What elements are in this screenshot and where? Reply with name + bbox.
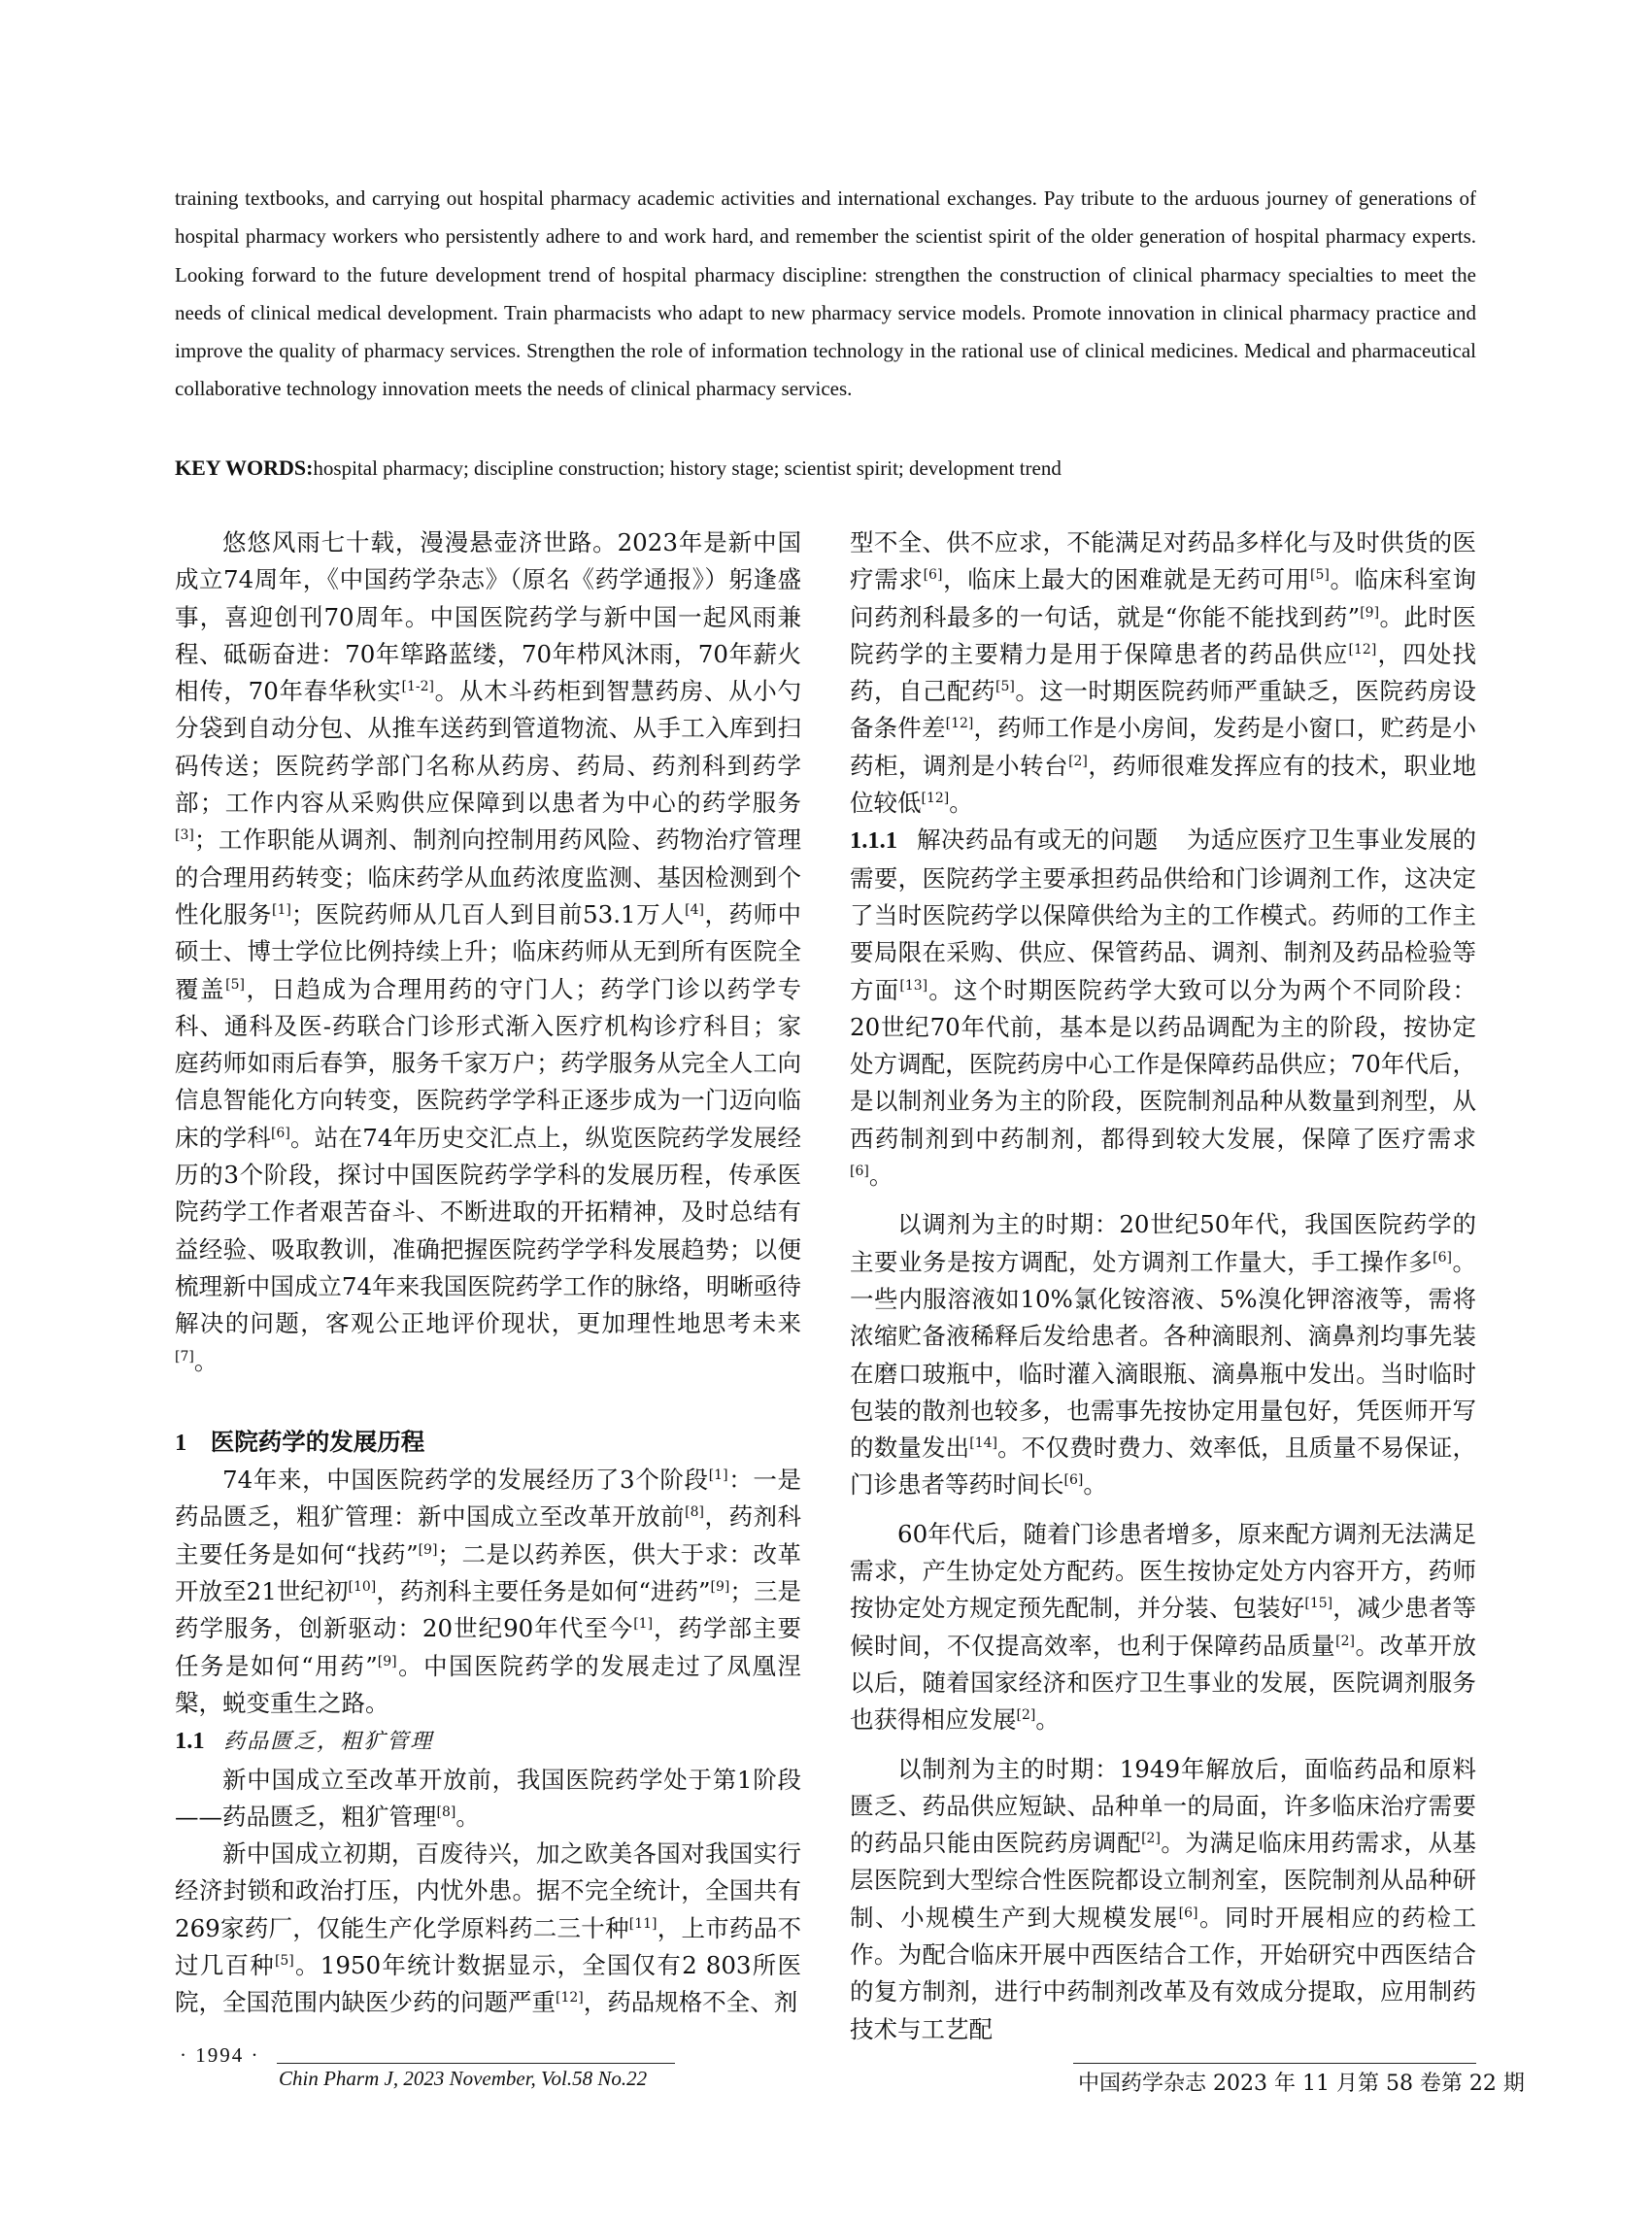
citation: [2]	[1335, 1633, 1355, 1649]
subsubsection-title: 解决药品有或无的问题	[916, 826, 1159, 855]
paragraph: 以调剂为主的时期：20世纪50年代，我国医院药学的主要业务是按方调配，处方调剂工作量大，手工操作多[6]。一些内服溶液如10%氯化铵溶液、5%溴化钾溶液等，需将浓缩贮备液稀释后发给患者。各种滴眼剂、滴鼻剂均事先装在磨口玻瓶中，临时灌入滴眼瓶、滴鼻瓶中发出。当时临时包装的散剂也较多，也需事先按协定用量包好，凭医师开写的数量发出[14]。不仅费时费力、效率低，且质量不易保证，门诊患者等药时间长[6]。	[850, 1210, 1477, 1500]
citation: [11]	[628, 1915, 657, 1932]
right-column	[850, 524, 1476, 2048]
citation: [9]	[1360, 604, 1380, 621]
citation: [12]	[945, 716, 974, 732]
citation: [10]	[348, 1579, 377, 1596]
citation: [9]	[710, 1579, 730, 1596]
keywords-text: hospital pharmacy; discipline construction; history stage; scientist spirit; development trend	[313, 456, 1062, 480]
citation: [1-2]	[401, 679, 434, 695]
citation: [4]	[685, 901, 704, 918]
footer-divider	[1073, 2063, 1476, 2064]
citation: [1]	[633, 1616, 654, 1633]
paragraph: 以制剂为主的时期：1949年解放后，面临药品和原料匮乏、药品供应短缺、品种单一的局面，许多临床治疗需要的药品只能由医院药房调配[2]。为满足临床用药需求，从基层医院到大型综合性医院都设立制剂室，医院制剂从品种研制、小规模生产到大规模发展[6]。同时开展相应的药检工作。为配合临床开展中西医结合工作，开始研究中西医结合的复方制剂，进行中药制剂改革及有效成分提取，应用制药技术与工艺配	[850, 1754, 1477, 2043]
paragraph: 型不全、供不应求，不能满足对药品多样化与及时供货的医疗需求[6]，临床上最大的困难就是无药可用[5]。临床科室询问药剂科最多的一句话，就是“你能不能找到药”[9]。此时医院药学的主要精力是用于保障患者的药品供应[12]，四处找药，自己配药[5]。这一时期医院药师严重缺乏，医院药房设备条件差[12]，药师工作是小房间，发药是小窗口，贮药是小药柜，调剂是小转台[2]，药师很难发挥应有的技术，职业地位较低[12]。	[850, 528, 1477, 818]
citation: [6]	[270, 1125, 290, 1141]
subsection-number: 1.1	[175, 1728, 205, 1755]
citation: [2]	[1016, 1707, 1036, 1724]
section-heading	[175, 1424, 801, 1462]
paragraph: 新中国成立初期，百废待兴，加之欧美各国对我国实行经济封锁和政治打压，内忧外患。据不完全统计，全国共有269家药厂，仅能生产化学原料药二三十种[11]，上市药品不过几百种[5]。1950年统计数据显示，全国仅有2 803所医院，全国范围内缺医少药的问题严重[12]，药品规格不全、剂	[175, 1839, 801, 2017]
paragraph: 1.1.1 解决药品有或无的问题 为适应医疗卫生事业发展的需要，医院药学主要承担药品供给和门诊调剂工作，这决定了当时医院药学以保障供给为主的工作模式。药师的工作主要局限在采购、供应、保管药品、调剂、制剂及药品检验等方面[13]。这个时期医院药学大致可以分为两个不同阶段：20世纪70年代前，基本是以药品调配为主的阶段，按协定处方调配，医院药房中心工作是保障药品供应；70年代后，是以制剂业务为主的阶段，医院制剂品种从数量到剂型，从西药制剂到中药制剂，都得到较大发展，保障了医疗需求[6]。	[850, 826, 1477, 1191]
citation: [5]	[995, 679, 1015, 695]
subsection-title: 药品匮乏，粗犷管理	[223, 1730, 434, 1755]
citation: [6]	[1433, 1249, 1452, 1265]
paragraph: 74年来，中国医院药学的发展经历了3个阶段[1]：一是药品匮乏，粗犷管理：新中国成立至改革开放前[8]，药剂科主要任务是如何“找药”[9]；二是以药养医，供大于求：改革开放至21世纪初[10]，药剂科主要任务是如何“进药”[9]；三是药学服务，创新驱动：20世纪90年代至今[1]，药学部主要任务是如何“用药”[9]。中国医院药学的发展走过了凤凰涅槃，蜕变重生之路。	[175, 1466, 802, 1717]
paragraph: 60年代后，随着门诊患者增多，原来配方调剂无法满足需求，产生协定处方配药。医生按协定处方内容开方，药师按协定处方规定预先配制，并分装、包装好[15]，减少患者等候时间，不仅提高效率，也利于保障药品质量[2]。改革开放以后，随着国家经济和医疗卫生事业的发展，医院调剂服务也获得相应发展[2]。	[850, 1519, 1477, 1735]
citation: [3]	[175, 827, 194, 844]
citation: [6]	[850, 1163, 869, 1180]
citation: [13]	[899, 977, 928, 994]
citation: [7]	[175, 1348, 194, 1365]
citation: [1]	[708, 1467, 728, 1484]
abstract-english	[175, 180, 1476, 409]
paragraph: 新中国成立至改革开放前，我国医院药学处于第1阶段——药品匮乏，粗犷管理[8]。	[175, 1765, 801, 1831]
citation: [1]	[272, 901, 291, 918]
subsubsection-number: 1.1.1	[850, 827, 897, 855]
citation: [5]	[225, 976, 245, 993]
citation: [12]	[556, 1990, 584, 2006]
citation: [12]	[921, 791, 950, 807]
journal-citation-chinese: 中国药学杂志 2023 年 11 月第 58 卷第 22 期	[1078, 2072, 1525, 2096]
citation: [9]	[377, 1653, 397, 1669]
citation: [6]	[1063, 1472, 1084, 1489]
citation: [14]	[969, 1435, 997, 1452]
citation: [8]	[436, 1804, 456, 1820]
citation: [6]	[923, 567, 943, 584]
keywords-label: KEY WORDS:	[175, 455, 314, 480]
page-number: · 1994 ·	[180, 2043, 260, 2067]
left-column	[175, 524, 801, 2022]
citation: [5]	[1310, 567, 1330, 584]
citation: [8]	[685, 1504, 704, 1521]
footer-divider	[277, 2063, 675, 2064]
abstract-text: training textbooks, and carrying out hospital pharmacy academic activities and international exchanges. Pay tribute to the arduous journey of generations of hospital pharmacy workers who persistently adhere to and work hard, and remember the scientist spirit of the older generation of hospital pharmacy experts. Looking forward to the future development trend of hospital pharmacy discipline: strengthen the construction of clinical pharmacy specialties to meet the needs of clinical medical development. Train pharmacists who adapt to new pharmacy service models. Promote innovation in clinical pharmacy practice and improve the quality of pharmacy services. Strengthen the role of information technology in the rational use of clinical medicines. Medical and pharmaceutical collaborative technology innovation meets the needs of clinical pharmacy services.	[175, 186, 1476, 401]
section-title: 医院药学的发展历程	[210, 1427, 425, 1456]
citation: [2]	[1068, 753, 1088, 769]
citation: [6]	[1178, 1905, 1198, 1921]
subsection-heading	[175, 1722, 801, 1761]
section-number: 1	[175, 1429, 187, 1456]
citation: [9]	[418, 1541, 438, 1558]
journal-citation-english: Chin Pharm J, 2023 November, Vol.58 No.22	[279, 2067, 648, 2090]
citation: [12]	[1348, 641, 1377, 657]
citation: [15]	[1304, 1596, 1333, 1612]
keywords-line	[175, 454, 1476, 483]
citation: [2]	[1141, 1831, 1161, 1847]
citation: [5]	[274, 1952, 294, 1969]
intro-paragraph: 悠悠风雨七十载，漫漫悬壶济世路。2023年是新中国成立74周年，《中国药学杂志》（原名《药学通报》）躬逢盛事，喜迎创刊70周年。中国医院药学与新中国一起风雨兼程、砥砺奋进：70年筚路蓝缕，70年栉风沐雨，70年薪火相传，70年春华秋实[1-2]。从木斗药柜到智慧药房、从小勺分袋到自动分包、从推车送药到管道物流、从手工入库到扫码传送；医院药学部门名称从药房、药局、药剂科到药学部；工作内容从采购供应保障到以患者为中心的药学服务[3]；工作职能从调剂、制剂向控制用药风险、药物治疗管理的合理用药转变；临床药学从血药浓度监测、基因检测到个性化服务[1]；医院药师从几百人到目前53.1万人[4]，药师中硕士、博士学位比例持续上升；临床药师从无到所有医院全覆盖[5]，日趋成为合理用药的守门人；药学门诊以药学专科、通科及医-药联合门诊形式渐入医疗机构诊疗科目；家庭药师如雨后春笋，服务千家万户；药学服务从完全人工向信息智能化方向转变，医院药学学科正逐步成为一门迈向临床的学科[6]。站在74年历史交汇点上，纵览医院药学发展经历的3个阶段，探讨中国医院药学学科的发展历程，传承医院药学工作者艰苦奋斗、不断进取的开拓精神，及时总结有益经验、吸取教训，准确把握医院药学学科发展趋势；以便梳理新中国成立74年来我国医院药学工作的脉络，明晰亟待解决的问题，客观公正地评价现状，更加理性地思考未来[7]。	[175, 528, 802, 1375]
